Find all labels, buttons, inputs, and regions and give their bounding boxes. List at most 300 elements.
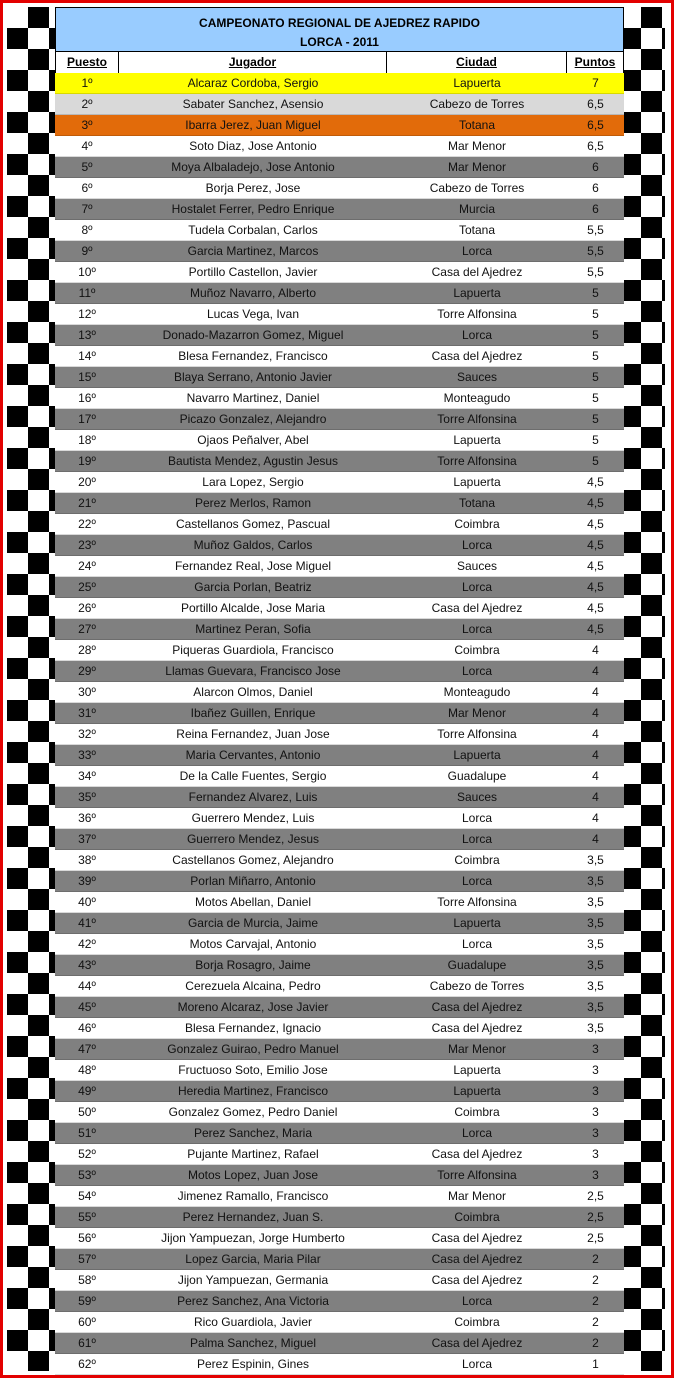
player-name-cell: Muñoz Navarro, Alberto bbox=[189, 286, 317, 300]
player-name-cell: Alcaraz Cordoba, Sergio bbox=[187, 76, 319, 90]
position-cell: 5º bbox=[81, 160, 93, 174]
city-cell: Lapuerta bbox=[453, 475, 501, 489]
city-cell: Lapuerta bbox=[453, 76, 501, 90]
position-cell: 6º bbox=[81, 181, 93, 195]
table-row bbox=[55, 934, 624, 955]
table-row bbox=[55, 850, 624, 871]
points-cell: 3,5 bbox=[587, 958, 604, 972]
points-cell: 3,5 bbox=[587, 937, 604, 951]
tournament-title: CAMPEONATO REGIONAL DE AJEDREZ RAPIDO bbox=[199, 16, 480, 30]
player-name-cell: Perez Sanchez, Maria bbox=[193, 1126, 313, 1140]
city-cell: Casa del Ajedrez bbox=[431, 1252, 523, 1266]
points-cell: 4,5 bbox=[587, 517, 604, 531]
position-cell: 18º bbox=[78, 433, 96, 447]
points-cell: 4,5 bbox=[587, 601, 604, 615]
position-cell: 41º bbox=[78, 916, 96, 930]
player-name-cell: Reina Fernandez, Juan Jose bbox=[176, 727, 330, 741]
position-cell: 45º bbox=[78, 1000, 96, 1014]
table-row bbox=[55, 325, 624, 346]
player-name-cell: Castellanos Gomez, Pascual bbox=[175, 517, 331, 531]
points-cell: 6,5 bbox=[587, 139, 604, 153]
player-name-cell: Jimenez Ramallo, Francisco bbox=[177, 1189, 329, 1203]
player-name-cell: Castellanos Gomez, Alejandro bbox=[172, 853, 334, 867]
player-name-cell: Perez Merlos, Ramon bbox=[194, 496, 312, 510]
table-row bbox=[55, 1081, 624, 1102]
points-cell: 2,5 bbox=[587, 1231, 604, 1245]
position-cell: 10º bbox=[78, 265, 96, 279]
position-cell: 33º bbox=[78, 748, 96, 762]
player-name-cell: Ibañez Guillen, Enrique bbox=[190, 706, 316, 720]
position-cell: 46º bbox=[78, 1021, 96, 1035]
city-cell: Torre Alfonsina bbox=[437, 895, 517, 909]
table-row bbox=[55, 1333, 624, 1354]
position-cell: 27º bbox=[78, 622, 96, 636]
table-row bbox=[55, 766, 624, 787]
player-name-cell: Gonzalez Guirao, Pedro Manuel bbox=[167, 1042, 339, 1056]
player-name-cell: Fernandez Alvarez, Luis bbox=[188, 790, 318, 804]
position-cell: 15º bbox=[78, 370, 96, 384]
table-row bbox=[55, 157, 624, 178]
points-cell: 3 bbox=[592, 1063, 599, 1077]
points-cell: 4,5 bbox=[587, 475, 604, 489]
city-cell: Totana bbox=[458, 118, 496, 132]
city-cell: Mar Menor bbox=[447, 1189, 506, 1203]
points-cell: 5 bbox=[592, 328, 599, 342]
standings-table bbox=[55, 73, 624, 1375]
position-cell: 44º bbox=[78, 979, 96, 993]
points-cell: 5,5 bbox=[587, 223, 604, 237]
points-cell: 2 bbox=[592, 1273, 599, 1287]
city-cell: Lorca bbox=[461, 622, 493, 636]
table-row bbox=[55, 745, 624, 766]
points-cell: 3,5 bbox=[587, 916, 604, 930]
points-cell: 2 bbox=[592, 1336, 599, 1350]
city-cell: Lorca bbox=[461, 328, 493, 342]
points-cell: 5 bbox=[592, 349, 599, 363]
city-cell: Coimbra bbox=[454, 517, 500, 531]
player-name-cell: Muñoz Galdos, Carlos bbox=[193, 538, 313, 552]
player-name-cell: Donado-Mazarron Gomez, Miguel bbox=[162, 328, 344, 342]
city-cell: Casa del Ajedrez bbox=[431, 265, 523, 279]
city-cell: Lorca bbox=[461, 1357, 493, 1371]
city-cell: Lorca bbox=[461, 1126, 493, 1140]
points-cell: 3,5 bbox=[587, 1000, 604, 1014]
position-cell: 49º bbox=[78, 1084, 96, 1098]
points-cell: 5 bbox=[592, 412, 599, 426]
table-row bbox=[55, 262, 624, 283]
table-row bbox=[55, 1186, 624, 1207]
position-cell: 42º bbox=[78, 937, 96, 951]
table-row bbox=[55, 913, 624, 934]
city-cell: Lorca bbox=[461, 874, 493, 888]
player-name-cell: Gonzalez Gomez, Pedro Daniel bbox=[168, 1105, 338, 1119]
player-name-cell: Lara Lopez, Sergio bbox=[202, 475, 304, 489]
city-cell: Guadalupe bbox=[447, 769, 507, 783]
position-cell: 51º bbox=[78, 1126, 96, 1140]
points-cell: 7 bbox=[592, 76, 599, 90]
player-name-cell: Portillo Alcalde, Jose Maria bbox=[180, 601, 326, 615]
city-cell: Lapuerta bbox=[453, 1084, 501, 1098]
city-cell: Casa del Ajedrez bbox=[431, 349, 523, 363]
position-cell: 17º bbox=[78, 412, 96, 426]
player-name-cell: Tudela Corbalan, Carlos bbox=[188, 223, 318, 237]
points-cell: 5,5 bbox=[587, 244, 604, 258]
city-cell: Casa del Ajedrez bbox=[431, 1336, 523, 1350]
city-cell: Lorca bbox=[461, 832, 493, 846]
table-row bbox=[55, 1270, 624, 1291]
player-name-cell: Jijon Yampuezan, Jorge Humberto bbox=[161, 1231, 345, 1245]
table-row bbox=[55, 1228, 624, 1249]
table-row bbox=[55, 955, 624, 976]
city-cell: Sauces bbox=[456, 790, 498, 804]
table-row bbox=[55, 1354, 624, 1375]
position-cell: 55º bbox=[78, 1210, 96, 1224]
player-name-cell: Blesa Fernandez, Ignacio bbox=[184, 1021, 322, 1035]
city-cell: Mar Menor bbox=[447, 139, 506, 153]
player-name-cell: Garcia Martinez, Marcos bbox=[187, 244, 319, 258]
table-row bbox=[55, 1102, 624, 1123]
player-name-cell: Lopez Garcia, Maria Pilar bbox=[185, 1252, 321, 1266]
city-cell: Lorca bbox=[461, 538, 493, 552]
player-name-cell: Fructuoso Soto, Emilio Jose bbox=[178, 1063, 328, 1077]
position-cell: 13º bbox=[78, 328, 96, 342]
city-cell: Mar Menor bbox=[447, 160, 506, 174]
tournament-location-year: LORCA - 2011 bbox=[300, 35, 379, 49]
player-name-cell: Fernandez Real, Jose Miguel bbox=[174, 559, 332, 573]
table-row bbox=[55, 493, 624, 514]
table-row bbox=[55, 724, 624, 745]
position-cell: 1º bbox=[81, 76, 93, 90]
player-name-cell: Garcia de Murcia, Jaime bbox=[187, 916, 319, 930]
player-name-cell: Alarcon Olmos, Daniel bbox=[193, 685, 313, 699]
table-row bbox=[55, 1291, 624, 1312]
player-name-cell: Maria Cervantes, Antonio bbox=[185, 748, 321, 762]
city-cell: Casa del Ajedrez bbox=[431, 1231, 523, 1245]
player-name-cell: Pujante Martinez, Rafael bbox=[187, 1147, 319, 1161]
position-cell: 53º bbox=[78, 1168, 96, 1182]
position-cell: 37º bbox=[78, 832, 96, 846]
city-cell: Lorca bbox=[461, 811, 493, 825]
table-row bbox=[55, 283, 624, 304]
city-cell: Casa del Ajedrez bbox=[431, 1000, 523, 1014]
position-cell: 11º bbox=[78, 286, 96, 300]
player-name-cell: Motos Carvajal, Antonio bbox=[189, 937, 317, 951]
table-row bbox=[55, 388, 624, 409]
table-row bbox=[55, 409, 624, 430]
points-cell: 3,5 bbox=[587, 895, 604, 909]
position-cell: 12º bbox=[78, 307, 96, 321]
city-cell: Lapuerta bbox=[453, 433, 501, 447]
city-cell: Torre Alfonsina bbox=[437, 1168, 517, 1182]
player-name-cell: Perez Sanchez, Ana Victoria bbox=[177, 1294, 329, 1308]
points-cell: 3 bbox=[592, 1084, 599, 1098]
city-cell: Cabezo de Torres bbox=[429, 97, 525, 111]
points-cell: 4,5 bbox=[587, 538, 604, 552]
city-cell: Lorca bbox=[461, 937, 493, 951]
position-cell: 56º bbox=[78, 1231, 96, 1245]
position-cell: 26º bbox=[78, 601, 96, 615]
points-cell: 3 bbox=[592, 1042, 599, 1056]
table-row bbox=[55, 976, 624, 997]
player-name-cell: Navarro Martinez, Daniel bbox=[186, 391, 320, 405]
table-row bbox=[55, 472, 624, 493]
position-cell: 2º bbox=[81, 97, 93, 111]
city-cell: Lapuerta bbox=[453, 916, 501, 930]
table-row bbox=[55, 136, 624, 157]
table-row bbox=[55, 430, 624, 451]
table-row bbox=[55, 577, 624, 598]
position-cell: 3º bbox=[81, 118, 93, 132]
checkerboard-border-right bbox=[620, 7, 665, 1371]
position-cell: 61º bbox=[78, 1336, 96, 1350]
table-row bbox=[55, 1018, 624, 1039]
points-cell: 5 bbox=[592, 307, 599, 321]
points-cell: 6 bbox=[592, 181, 599, 195]
table-row bbox=[55, 1039, 624, 1060]
city-cell: Coimbra bbox=[454, 1105, 500, 1119]
player-name-cell: Sabater Sanchez, Asensio bbox=[182, 97, 324, 111]
points-cell: 3,5 bbox=[587, 853, 604, 867]
points-cell: 5,5 bbox=[587, 265, 604, 279]
city-cell: Totana bbox=[458, 496, 496, 510]
player-name-cell: Hostalet Ferrer, Pedro Enrique bbox=[171, 202, 335, 216]
points-cell: 4 bbox=[592, 643, 599, 657]
table-row bbox=[55, 1207, 624, 1228]
player-name-cell: Ibarra Jerez, Juan Miguel bbox=[185, 118, 321, 132]
position-cell: 52º bbox=[78, 1147, 96, 1161]
player-name-cell: Perez Espinin, Gines bbox=[196, 1357, 310, 1371]
player-name-cell: Soto Diaz, Jose Antonio bbox=[189, 139, 317, 153]
points-cell: 3 bbox=[592, 1147, 599, 1161]
player-name-cell: Guerrero Mendez, Jesus bbox=[186, 832, 320, 846]
column-headers bbox=[55, 52, 624, 73]
points-cell: 1 bbox=[592, 1357, 599, 1371]
points-cell: 4 bbox=[592, 664, 599, 678]
checkerboard-border-left bbox=[7, 7, 59, 1371]
points-cell: 2 bbox=[592, 1294, 599, 1308]
player-name-cell: Moya Albaladejo, Jose Antonio bbox=[171, 160, 335, 174]
table-row bbox=[55, 703, 624, 724]
points-cell: 6 bbox=[592, 160, 599, 174]
position-cell: 39º bbox=[78, 874, 96, 888]
city-cell: Guadalupe bbox=[447, 958, 507, 972]
table-row bbox=[55, 1144, 624, 1165]
position-cell: 43º bbox=[78, 958, 96, 972]
points-cell: 4,5 bbox=[587, 580, 604, 594]
points-cell: 4 bbox=[592, 790, 599, 804]
points-cell: 4 bbox=[592, 811, 599, 825]
city-cell: Lorca bbox=[461, 244, 493, 258]
points-cell: 6 bbox=[592, 202, 599, 216]
position-cell: 4º bbox=[81, 139, 93, 153]
points-cell: 6,5 bbox=[587, 118, 604, 132]
points-cell: 3 bbox=[592, 1105, 599, 1119]
city-cell: Lapuerta bbox=[453, 286, 501, 300]
city-cell: Sauces bbox=[456, 559, 498, 573]
table-row bbox=[55, 304, 624, 325]
table-row bbox=[55, 556, 624, 577]
player-name-cell: Porlan Miñarro, Antonio bbox=[190, 874, 316, 888]
position-cell: 32º bbox=[78, 727, 96, 741]
position-cell: 58º bbox=[78, 1273, 96, 1287]
position-cell: 40º bbox=[78, 895, 96, 909]
points-cell: 5 bbox=[592, 433, 599, 447]
table-row bbox=[55, 115, 624, 136]
player-name-cell: Borja Rosagro, Jaime bbox=[195, 958, 311, 972]
points-cell: 4 bbox=[592, 769, 599, 783]
column-header-ciudad: Ciudad bbox=[387, 52, 567, 73]
position-cell: 24º bbox=[78, 559, 96, 573]
position-cell: 38º bbox=[78, 853, 96, 867]
points-cell: 4 bbox=[592, 685, 599, 699]
table-row bbox=[55, 199, 624, 220]
position-cell: 62º bbox=[78, 1357, 96, 1371]
player-name-cell: Picazo Gonzalez, Alejandro bbox=[179, 412, 327, 426]
city-cell: Lapuerta bbox=[453, 748, 501, 762]
player-name-cell: Motos Abellan, Daniel bbox=[194, 895, 312, 909]
table-row bbox=[55, 787, 624, 808]
points-cell: 3,5 bbox=[587, 874, 604, 888]
points-cell: 5 bbox=[592, 454, 599, 468]
points-cell: 3 bbox=[592, 1126, 599, 1140]
player-name-cell: Palma Sanchez, Miguel bbox=[189, 1336, 317, 1350]
city-cell: Coimbra bbox=[454, 1315, 500, 1329]
city-cell: Casa del Ajedrez bbox=[431, 1147, 523, 1161]
position-cell: 50º bbox=[78, 1105, 96, 1119]
city-cell: Torre Alfonsina bbox=[437, 412, 517, 426]
position-cell: 22º bbox=[78, 517, 96, 531]
city-cell: Coimbra bbox=[454, 1210, 500, 1224]
table-row bbox=[55, 640, 624, 661]
player-name-cell: Borja Perez, Jose bbox=[205, 181, 301, 195]
points-cell: 4 bbox=[592, 706, 599, 720]
position-cell: 30º bbox=[78, 685, 96, 699]
position-cell: 31º bbox=[78, 706, 96, 720]
city-cell: Lorca bbox=[461, 580, 493, 594]
points-cell: 4 bbox=[592, 832, 599, 846]
table-row bbox=[55, 1312, 624, 1333]
table-row bbox=[55, 1249, 624, 1270]
table-row bbox=[55, 997, 624, 1018]
table-row bbox=[55, 1165, 624, 1186]
table-row bbox=[55, 367, 624, 388]
points-cell: 2,5 bbox=[587, 1210, 604, 1224]
table-row bbox=[55, 346, 624, 367]
position-cell: 59º bbox=[78, 1294, 96, 1308]
city-cell: Coimbra bbox=[454, 853, 500, 867]
player-name-cell: Blaya Serrano, Antonio Javier bbox=[173, 370, 333, 384]
table-row bbox=[55, 598, 624, 619]
player-name-cell: Martinez Peran, Sofia bbox=[195, 622, 311, 636]
table-row bbox=[55, 1123, 624, 1144]
points-cell: 2,5 bbox=[587, 1189, 604, 1203]
player-name-cell: Piqueras Guardiola, Francisco bbox=[172, 643, 334, 657]
city-cell: Torre Alfonsina bbox=[437, 727, 517, 741]
player-name-cell: Rico Guardiola, Javier bbox=[193, 1315, 313, 1329]
table-row bbox=[55, 892, 624, 913]
position-cell: 16º bbox=[78, 391, 96, 405]
player-name-cell: Heredia Martinez, Francisco bbox=[177, 1084, 329, 1098]
points-cell: 4,5 bbox=[587, 496, 604, 510]
column-header-puntos: Puntos bbox=[567, 52, 624, 73]
city-cell: Mar Menor bbox=[447, 1042, 506, 1056]
city-cell: Casa del Ajedrez bbox=[431, 601, 523, 615]
table-row bbox=[55, 451, 624, 472]
position-cell: 7º bbox=[81, 202, 93, 216]
player-name-cell: Portillo Castellon, Javier bbox=[188, 265, 318, 279]
city-cell: Casa del Ajedrez bbox=[431, 1273, 523, 1287]
player-name-cell: Ojaos Peñalver, Abel bbox=[197, 433, 309, 447]
player-name-cell: Motos Lopez, Juan Jose bbox=[187, 1168, 319, 1182]
points-cell: 3,5 bbox=[587, 979, 604, 993]
position-cell: 20º bbox=[78, 475, 96, 489]
table-row bbox=[55, 514, 624, 535]
position-cell: 28º bbox=[78, 643, 96, 657]
table-row bbox=[55, 871, 624, 892]
city-cell: Torre Alfonsina bbox=[437, 454, 517, 468]
position-cell: 25º bbox=[78, 580, 96, 594]
points-cell: 4 bbox=[592, 727, 599, 741]
city-cell: Lapuerta bbox=[453, 1063, 501, 1077]
points-cell: 4,5 bbox=[587, 622, 604, 636]
points-cell: 3,5 bbox=[587, 1021, 604, 1035]
position-cell: 34º bbox=[78, 769, 96, 783]
position-cell: 14º bbox=[78, 349, 96, 363]
table-row bbox=[55, 1060, 624, 1081]
city-cell: Monteagudo bbox=[443, 685, 511, 699]
city-cell: Cabezo de Torres bbox=[429, 181, 525, 195]
player-name-cell: Moreno Alcaraz, Jose Javier bbox=[177, 1000, 329, 1014]
points-cell: 5 bbox=[592, 391, 599, 405]
points-cell: 5 bbox=[592, 286, 599, 300]
position-cell: 48º bbox=[78, 1063, 96, 1077]
position-cell: 21º bbox=[78, 496, 96, 510]
table-row bbox=[55, 94, 624, 115]
table-row bbox=[55, 241, 624, 262]
table-row bbox=[55, 829, 624, 850]
points-cell: 4 bbox=[592, 748, 599, 762]
player-name-cell: Blesa Fernandez, Francisco bbox=[178, 349, 328, 363]
column-header-jugador: Jugador bbox=[119, 52, 387, 73]
position-cell: 19º bbox=[78, 454, 96, 468]
table-row bbox=[55, 682, 624, 703]
city-cell: Lorca bbox=[461, 1294, 493, 1308]
points-cell: 2 bbox=[592, 1252, 599, 1266]
table-row bbox=[55, 73, 624, 94]
tournament-header bbox=[55, 7, 624, 52]
table-row bbox=[55, 619, 624, 640]
position-cell: 36º bbox=[78, 811, 96, 825]
city-cell: Casa del Ajedrez bbox=[431, 1021, 523, 1035]
position-cell: 35º bbox=[78, 790, 96, 804]
position-cell: 57º bbox=[78, 1252, 96, 1266]
player-name-cell: Garcia Porlan, Beatriz bbox=[194, 580, 312, 594]
column-header-puesto: Puesto bbox=[55, 52, 119, 73]
points-cell: 3 bbox=[592, 1168, 599, 1182]
player-name-cell: Guerrero Mendez, Luis bbox=[191, 811, 315, 825]
table-row bbox=[55, 220, 624, 241]
position-cell: 60º bbox=[78, 1315, 96, 1329]
points-cell: 4,5 bbox=[587, 559, 604, 573]
position-cell: 54º bbox=[78, 1189, 96, 1203]
city-cell: Coimbra bbox=[454, 643, 500, 657]
city-cell: Murcia bbox=[458, 202, 495, 216]
city-cell: Cabezo de Torres bbox=[429, 979, 525, 993]
position-cell: 9º bbox=[81, 244, 93, 258]
player-name-cell: Perez Hernandez, Juan S. bbox=[182, 1210, 324, 1224]
city-cell: Lorca bbox=[461, 664, 493, 678]
position-cell: 23º bbox=[78, 538, 96, 552]
